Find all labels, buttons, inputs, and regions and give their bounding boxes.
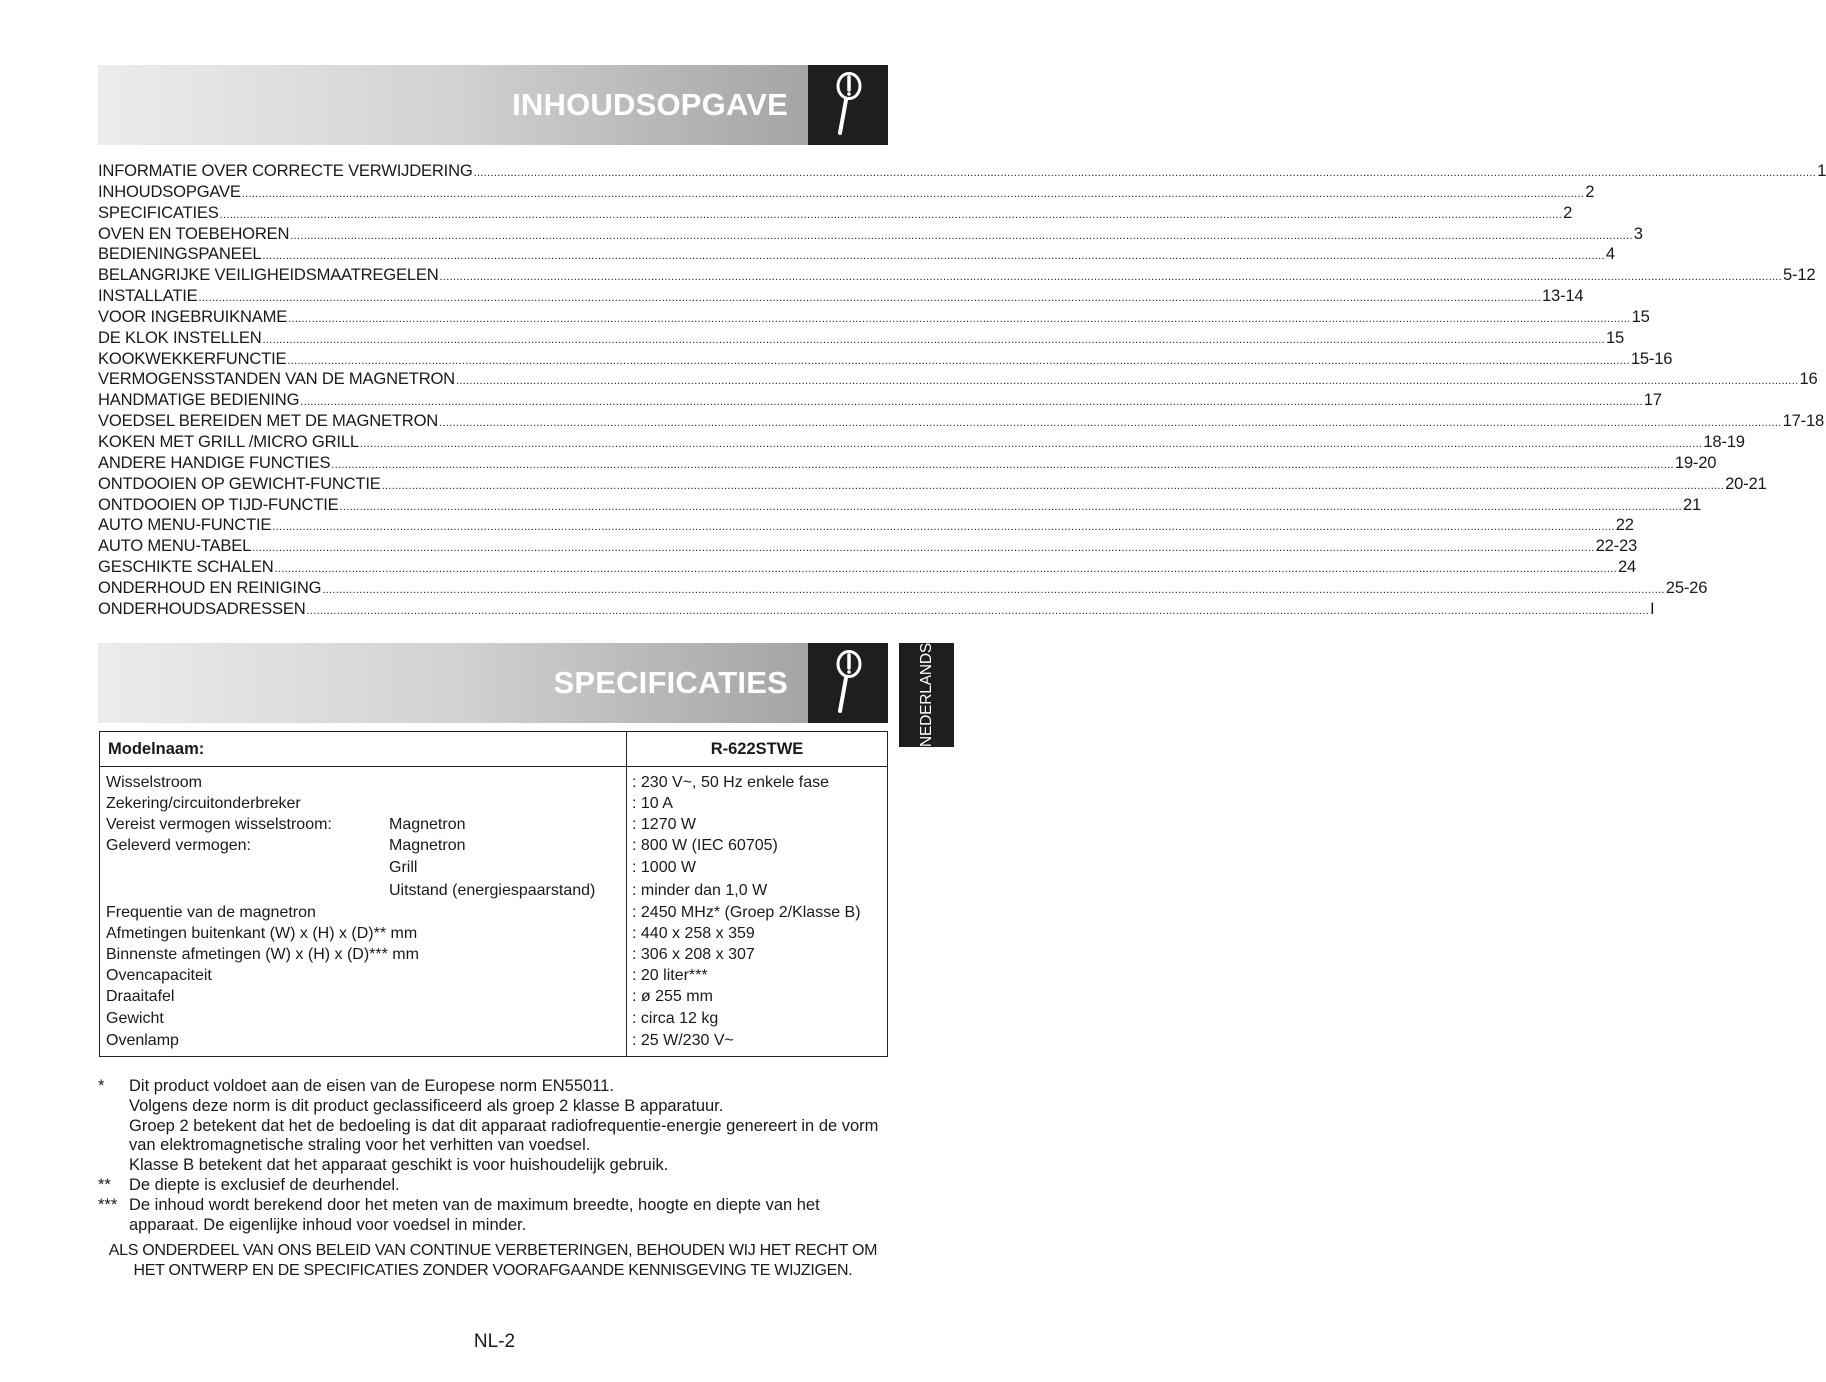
toc-entry-label: ONDERHOUD EN REINIGING — [98, 577, 322, 597]
toc-title: INHOUDSOPGAVE — [512, 87, 788, 122]
toc-entry — [98, 536, 1638, 557]
toc-entry — [98, 327, 1625, 349]
spec-title: SPECIFICATIES — [553, 665, 788, 700]
spec-row-value: : 25 W/230 V~ — [632, 1032, 734, 1049]
spec-row-label: Zekering/circuitonderbreker — [106, 795, 301, 812]
spec-row-sublabel: Uitstand (energiespaarstand) — [389, 882, 596, 899]
toc-leader-dots: ................................................................................................................................................................................................................................................................................................................................................................................................................ — [198, 292, 1542, 305]
spec-row-value: : 230 V~, 50 Hz enkele fase — [632, 774, 830, 791]
toc-entry-label: ONTDOOIEN OP GEWICHT-FUNCTIE — [98, 473, 381, 493]
exclamation-pen-icon — [830, 71, 866, 139]
exclamation-pen-icon — [830, 649, 866, 717]
toc-entry-label: ONDERHOUDSADRESSEN — [98, 598, 306, 618]
footnote-marker: * — [98, 1077, 105, 1095]
toc-entry — [98, 473, 1767, 495]
toc-entry-page: 1 — [1817, 161, 1826, 180]
toc-entry — [98, 369, 1818, 390]
footnote — [98, 1176, 888, 1196]
toc-entry-label: BEDIENINGSPANEEL — [98, 244, 262, 264]
toc-entry — [98, 223, 1643, 245]
toc-entry — [98, 181, 1595, 203]
toc-entry — [98, 202, 1573, 224]
toc-entry-page: 2 — [1585, 181, 1595, 201]
toc-leader-dots: ................................................................................................................................................................................................................................................................................................................................................................................................................ — [455, 375, 1799, 388]
toc-entry-label: AUTO MENU-TABEL — [98, 536, 252, 556]
toc-entry-label: VERMOGENSSTANDEN VAN DE MAGNETRON — [98, 369, 455, 389]
footnote-marker: ** — [98, 1175, 111, 1194]
footnote — [98, 1077, 888, 1176]
disclaimer: ALS ONDERDEEL VAN ONS BELEID VAN CONTINUE VERBETERINGEN, BEHOUDEN WIJ HET RECHT OM HET ONTWERP EN DE SPECIFICATIES ZONDER VOORAFGAANDE KENNISGEVING TE WIJZIGEN. — [108, 1242, 878, 1279]
toc-leader-dots: ................................................................................................................................................................................................................................................................................................................................................................................................................ — [359, 437, 1703, 450]
toc-leader-dots: ................................................................................................................................................................................................................................................................................................................................................................................................................ — [288, 312, 1631, 325]
toc-leader-dots: ................................................................................................................................................................................................................................................................................................................................................................................................................ — [331, 458, 1674, 471]
spec-column-divider — [626, 732, 627, 1056]
toc-entry-page: 24 — [1617, 557, 1637, 577]
toc-icon-box — [808, 65, 888, 145]
toc-leader-dots: ................................................................................................................................................................................................................................................................................................................................................................................................................ — [439, 417, 1782, 430]
toc-entry-label: HANDMATIGE BEDIENING — [98, 390, 300, 410]
spec-header-banner — [98, 643, 888, 723]
toc-entry-page: 4 — [1605, 244, 1615, 264]
toc-entry-label: INSTALLATIE — [98, 286, 198, 306]
spec-row-label: Afmetingen buitenkant (W) x (H) x (D)** mm — [106, 925, 418, 942]
toc-leader-dots: ................................................................................................................................................................................................................................................................................................................................................................................................................ — [241, 187, 1585, 200]
spec-row-label: Vereist vermogen wisselstroom: — [106, 816, 332, 833]
toc-entry-label: KOKEN MET GRILL /MICRO GRILL — [98, 431, 359, 451]
spec-row-value: : circa 12 kg — [632, 1010, 719, 1027]
toc-entry-page: 17 — [1643, 390, 1662, 410]
spec-row-value: : 800 W (IEC 60705) — [632, 837, 778, 854]
spec-row-label: Frequentie van de magnetron — [106, 904, 316, 921]
spec-row-sublabel: Magnetron — [389, 837, 466, 854]
toc-leader-dots: ................................................................................................................................................................................................................................................................................................................................................................................................................ — [274, 563, 1617, 576]
toc-entry-label: OVEN EN TOEBEHOREN — [98, 223, 290, 243]
spec-row-value: : 2450 MHz* (Groep 2/Klasse B) — [632, 904, 861, 921]
spec-row-value: : 1000 W — [632, 859, 697, 876]
toc-entry-label: BELANGRIJKE VEILIGHEIDSMAATREGELEN — [98, 265, 439, 285]
toc-entry-label: INHOUDSOPGAVE — [98, 181, 241, 201]
toc-leader-dots: ................................................................................................................................................................................................................................................................................................................................................................................................................ — [300, 396, 1643, 409]
toc-entry-label: VOOR INGEBRUIKNAME — [98, 306, 288, 326]
toc-entry — [98, 515, 1634, 536]
toc-entry-page: 5-12 — [1783, 265, 1816, 285]
toc-leader-dots: ................................................................................................................................................................................................................................................................................................................................................................................................................ — [322, 583, 1665, 596]
toc-entry — [98, 411, 1825, 432]
spec-table — [99, 731, 888, 1057]
language-tab-label: NEDERLANDS — [917, 643, 935, 747]
spec-row-sublabel: Magnetron — [389, 816, 466, 833]
spec-header-divider — [100, 766, 887, 767]
spec-row-value: : 10 A — [632, 795, 673, 812]
toc-entry-label: INFORMATIE OVER CORRECTE VERWIJDERING — [98, 161, 473, 180]
toc-entry — [98, 452, 1717, 474]
toc-leader-dots: ................................................................................................................................................................................................................................................................................................................................................................................................................ — [306, 604, 1650, 617]
toc-entry-page: 15 — [1631, 306, 1650, 326]
toc-leader-dots: ................................................................................................................................................................................................................................................................................................................................................................................................................ — [262, 250, 1605, 263]
spec-row-label: Ovencapaciteit — [106, 967, 212, 984]
toc-entry-page: 3 — [1633, 223, 1643, 243]
footnote — [98, 1196, 888, 1236]
toc-entry-label: ANDERE HANDIGE FUNCTIES — [98, 452, 331, 472]
toc-entry — [98, 557, 1637, 578]
toc-entry-label: VOEDSEL BEREIDEN MET DE MAGNETRON — [98, 411, 439, 431]
toc-entry-page: 2 — [1563, 202, 1573, 222]
toc-entry-page: 13-14 — [1542, 286, 1584, 306]
spec-row-label: Binnenste afmetingen (W) x (H) x (D)*** mm — [106, 946, 419, 963]
footnote-text: Dit product voldoet aan de eisen van de Europese norm EN55011. Volgens deze norm is dit product geclassificeerd als groep 2 klasse B apparatuur. Groep 2 betekent dat het de bedoeling is dat dit apparaat radiofrequentie-energie genereert in de vorm van elektromagnetische straling voor het verhitten van voedsel. Klasse B betekent dat het apparaat geschikt is voor huishoudelijk gebruik. — [129, 1077, 879, 1175]
toc-entry — [98, 244, 1615, 265]
toc-entry — [98, 161, 1826, 182]
toc-entry-page: 22 — [1615, 515, 1634, 535]
footnote-marker: *** — [98, 1195, 118, 1214]
toc-leader-dots: ................................................................................................................................................................................................................................................................................................................................................................................................................ — [473, 167, 1817, 179]
toc-entry-label: ONTDOOIEN OP TIJD-FUNCTIE — [98, 494, 339, 514]
toc-entry-page: 21 — [1683, 494, 1702, 514]
footnotes — [98, 1077, 888, 1235]
toc-leader-dots: ................................................................................................................................................................................................................................................................................................................................................................................................................ — [272, 521, 1615, 534]
spec-row-label: Wisselstroom — [106, 774, 203, 791]
toc-entry — [98, 306, 1650, 328]
toc-leader-dots: ................................................................................................................................................................................................................................................................................................................................................................................................................ — [439, 271, 1783, 284]
toc-entry — [98, 598, 1655, 620]
spec-row-value: : 440 x 258 x 359 — [632, 925, 755, 942]
toc-entry — [98, 390, 1662, 411]
toc-entry-page: 15-16 — [1630, 348, 1673, 368]
toc-entry-page: 15 — [1606, 327, 1625, 347]
toc-entry — [98, 265, 1816, 286]
model-name-value: R-622STWE — [710, 740, 804, 758]
language-tab — [899, 643, 954, 747]
toc-entry — [98, 494, 1702, 516]
spec-row-label: Geleverd vermogen: — [106, 837, 251, 854]
spec-row-label: Ovenlamp — [106, 1032, 179, 1049]
toc-leader-dots: ................................................................................................................................................................................................................................................................................................................................................................................................................ — [287, 354, 1630, 367]
toc-leader-dots: ................................................................................................................................................................................................................................................................................................................................................................................................................ — [262, 333, 1605, 346]
toc-leader-dots: ................................................................................................................................................................................................................................................................................................................................................................................................................ — [252, 542, 1595, 555]
toc-entry — [98, 577, 1708, 599]
toc-entry-label: GESCHIKTE SCHALEN — [98, 557, 274, 577]
page-number: NL-2 — [473, 1331, 516, 1352]
table-of-contents — [98, 161, 1826, 620]
toc-entry-label: KOOKWEKKERFUNCTIE — [98, 348, 287, 368]
spec-row-value: : minder dan 1,0 W — [632, 882, 768, 899]
toc-entry-page: 25-26 — [1665, 577, 1708, 597]
toc-entry — [98, 431, 1745, 453]
spec-row-value: : 306 x 208 x 307 — [632, 946, 755, 963]
spec-row-label: Gewicht — [106, 1010, 164, 1027]
toc-header-banner — [98, 65, 888, 145]
toc-entry-page: 20-21 — [1725, 473, 1767, 493]
toc-entry-label: AUTO MENU-FUNCTIE — [98, 515, 272, 535]
toc-leader-dots: ................................................................................................................................................................................................................................................................................................................................................................................................................ — [339, 500, 1683, 513]
footnote-text: De inhoud wordt berekend door het meten van de maximum breedte, hoogte en diepte van het apparaat. De eigenlijke inhoud voor voedsel in minder. — [129, 1195, 820, 1234]
spec-row-value: : 20 liter*** — [632, 967, 708, 984]
spec-row-sublabel: Grill — [389, 859, 418, 876]
spec-row-value: : ø 255 mm — [632, 988, 713, 1005]
toc-entry-label: DE KLOK INSTELLEN — [98, 327, 262, 347]
footnote-text: De diepte is exclusief de deurhendel. — [129, 1175, 400, 1194]
toc-entry — [98, 286, 1584, 307]
toc-entry-page: 16 — [1799, 369, 1818, 389]
spec-row-value: : 1270 W — [632, 816, 697, 833]
toc-leader-dots: ................................................................................................................................................................................................................................................................................................................................................................................................................ — [381, 479, 1725, 492]
toc-entry-page: 17-18 — [1782, 411, 1825, 431]
toc-entry-page: 22-23 — [1595, 536, 1638, 556]
toc-entry — [98, 348, 1673, 370]
toc-entry-page: 18-19 — [1703, 431, 1745, 451]
toc-leader-dots: ................................................................................................................................................................................................................................................................................................................................................................................................................ — [219, 208, 1563, 221]
toc-entry-page: I — [1650, 598, 1655, 618]
spec-row-label: Draaitafel — [106, 988, 175, 1005]
toc-entry-page: 19-20 — [1674, 452, 1717, 472]
spec-icon-box — [808, 643, 888, 723]
toc-entry-label: SPECIFICATIES — [98, 202, 219, 222]
toc-leader-dots: ................................................................................................................................................................................................................................................................................................................................................................................................................ — [290, 229, 1633, 242]
model-name-label: Modelnaam: — [108, 740, 205, 758]
